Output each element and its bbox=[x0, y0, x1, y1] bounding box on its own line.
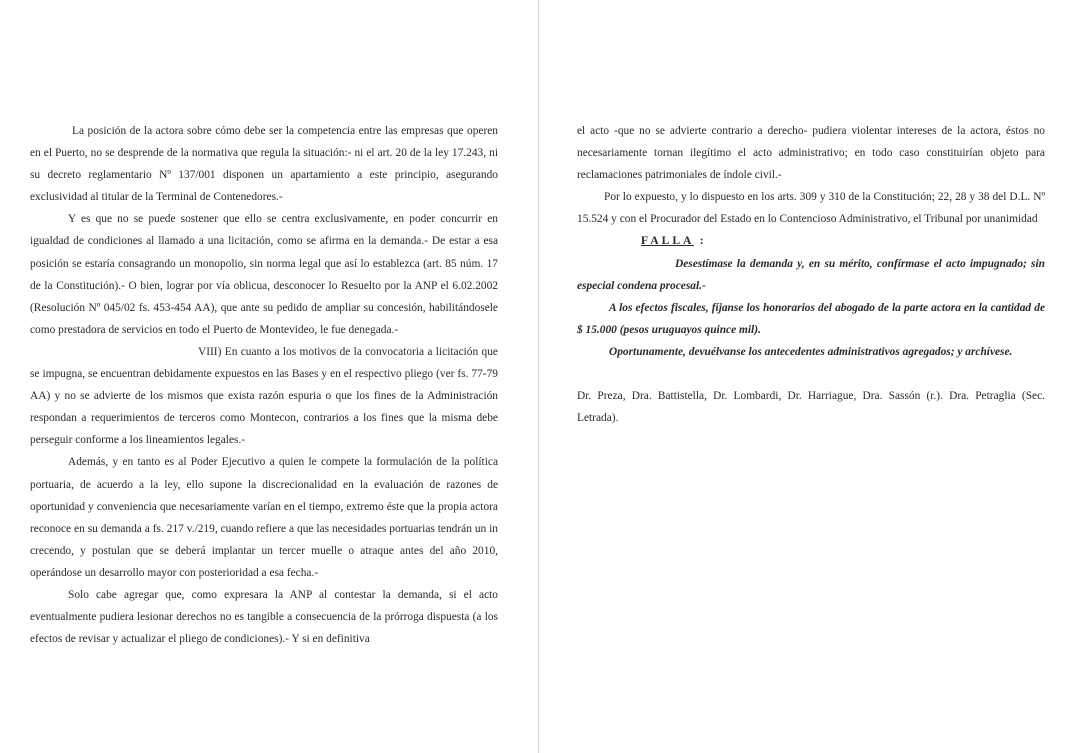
left-page bbox=[30, 120, 498, 650]
falla-colon: : bbox=[693, 234, 707, 248]
left-paragraph-1: La posición de la actora sobre cómo debe ser la competencia entre las empresas que operen en el Puerto, no se desprende de la normativa que regula la situación:- ni el art. 20 de la ley 17.243, ni su decreto reglamentario Nº 137/001 disponen un apartamiento a este principio, asegurando exclusividad al titular de la Terminal de Contenedores.- bbox=[30, 125, 498, 204]
falla-heading bbox=[577, 230, 1045, 252]
left-paragraph-4: Además, y en tanto es al Poder Ejecutivo a quien le compete la formulación de la política portuaria, de acuerdo a la ley, ello supone la discrecionalidad en la evaluación de razones de oportunidad y conveniencia que necesariamente varían en el tiempo, extremo éste que la propia actora reconoce en su demanda a fs. 217 v./219, cuando refiere a que las necesidades portuarias tendrán un in crecendo, y postulan que se deberá implantar un tercer muelle o atraque antes del año 2010, operándose un desarrollo mayor con posterioridad a esa fecha.- bbox=[30, 456, 498, 579]
falla-word: FALLA bbox=[641, 234, 694, 248]
spacer bbox=[577, 363, 1045, 385]
page-divider bbox=[538, 0, 539, 753]
left-paragraph-2: Y es que no se puede sostener que ello se centra exclusivamente, en poder concurrir en igualdad de condiciones al llamado a una licitación, como se afirma en la demanda.- De estar a esa posición se estaría consagrando un monopolio, sin norma legal que así lo establezca (art. 85 núm. 17 de la Constitución).- O bien, lograr por vía oblicua, desconocer lo Resuelto por la ANP el 6.02.2002 (Resolución Nº 045/02 fs. 453-454 AA), que ante su pedido de ampliar su concesión, habilitándosele como prestadora de servicios en todo el Puerto de Montevideo, le fue denegada.- bbox=[30, 213, 498, 336]
decree-1: Desestímase la demanda y, en su mérito, confírmase el acto impugnado; sin especial condena procesal.- bbox=[577, 257, 1045, 292]
right-paragraph-1: el acto -que no se advierte contrario a derecho- pudiera violentar intereses de la actora, éstos no necesariamente tornan ilegítimo el acto administrativo; en todo caso constituirían objeto para reclamaciones patrimoniales de índole civil.- bbox=[577, 125, 1045, 182]
signatories: Dr. Preza, Dra. Battistella, Dr. Lombardi, Dr. Harriague, Dra. Sassón (r.). Dra. Petraglia (Sec. Letrada). bbox=[577, 390, 1045, 425]
decree-2: A los efectos fiscales, fíjanse los honorarios del abogado de la parte actora en la cantidad de $ 15.000 (pesos uruguayos quince mil). bbox=[577, 301, 1045, 336]
right-page bbox=[577, 120, 1045, 429]
left-paragraph-5: Solo cabe agregar que, como expresara la ANP al contestar la demanda, si el acto eventualmente pudiera lesionar derechos no es tangible a consecuencia de la prórroga dispuesta (a los efectos de revisar y actualizar el pliego de condiciones).- Y si en definitiva bbox=[30, 588, 498, 646]
right-paragraph-2: Por lo expuesto, y lo dispuesto en los arts. 309 y 310 de la Constitución; 22, 28 y 38 del D.L. Nº 15.524 y con el Procurador del Estado en lo Contencioso Administrativo, el Tribunal por unanimidad bbox=[577, 191, 1045, 226]
decree-3: Oportunamente, devuélvanse los antecedentes administrativos agregados; y archívese. bbox=[609, 345, 1013, 358]
left-paragraph-3: VIII) En cuanto a los motivos de la convocatoria a licitación que se impugna, se encuentran debidamente expuestos en las Bases y en el respectivo pliego (ver fs. 77-79 AA) y no se advierte de los mismos que exista razón espuria o que los fines de la Administración respondan a requerimientos de terceros como Montecon, contrarios a los fines que la misma debe perseguir conforme a los lineamientos legales.- bbox=[30, 345, 498, 447]
